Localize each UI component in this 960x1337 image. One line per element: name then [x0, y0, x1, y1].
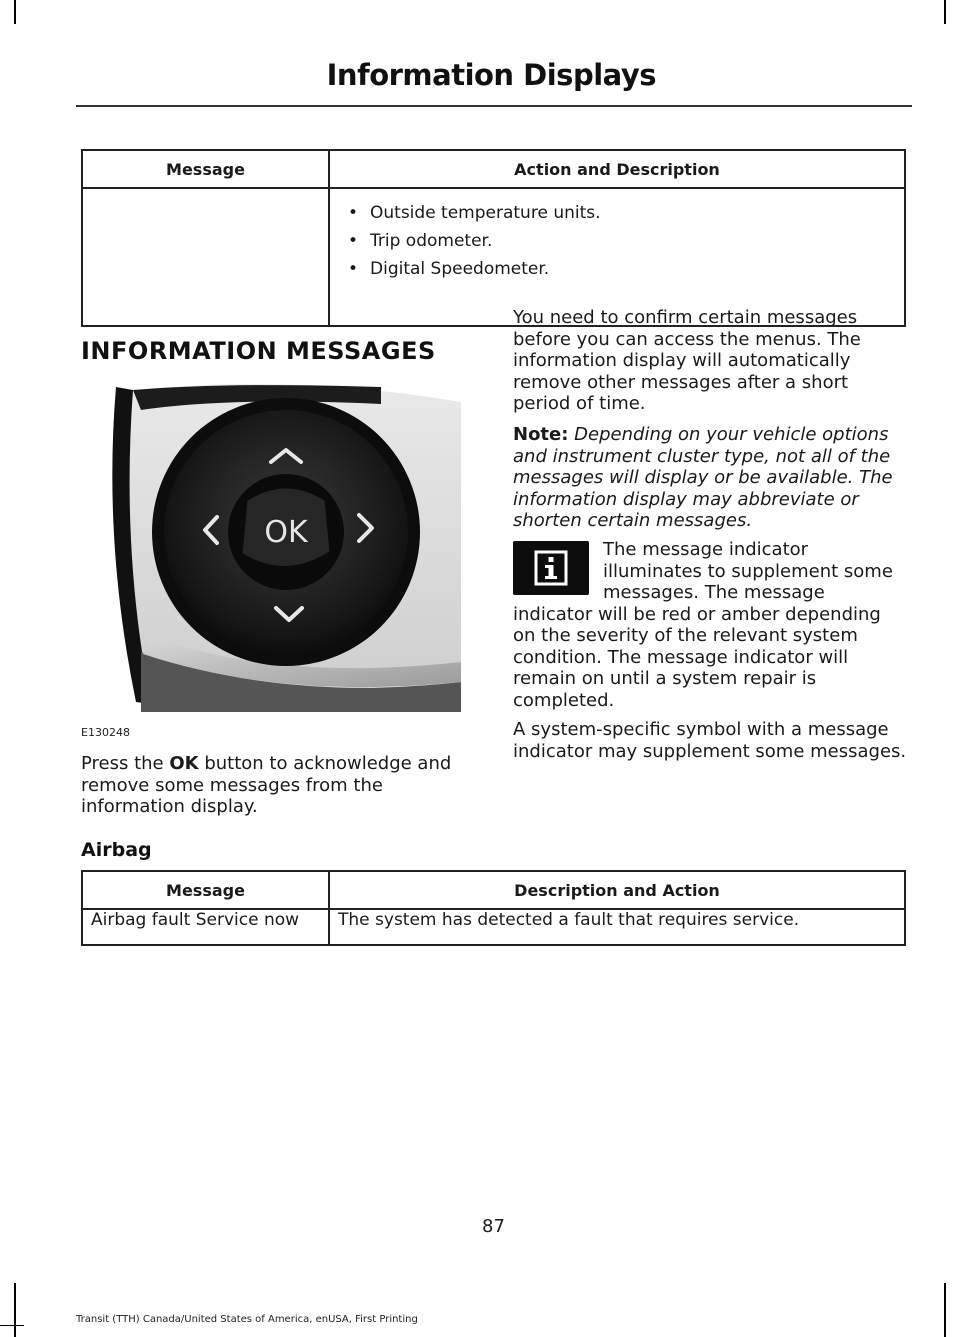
column-header-action: Description and Action — [329, 871, 905, 909]
crop-mark-top-right — [944, 0, 946, 24]
crop-mark-bottom-left-h — [0, 1325, 24, 1326]
table-row — [82, 188, 905, 326]
column-header-message: Message — [82, 150, 329, 188]
header-rule — [76, 105, 912, 107]
confirm-paragraph: You need to confirm certain messages before you can access the menus. The information display will automatically remove other messages after a short period of time. — [513, 307, 861, 414]
note-paragraph — [513, 424, 908, 532]
note-text: Depending on your vehicle options and instrument cluster type, not all of the messages will display or be available. The information display may abbreviate or shorten certain messages. — [513, 424, 893, 531]
list-item: • Trip odometer. — [340, 227, 894, 255]
column-header-action: Action and Description — [329, 150, 905, 188]
table-cell-message: Airbag fault Service now — [82, 909, 329, 945]
list-item: • Digital Speedometer. — [340, 255, 894, 283]
section-heading: INFORMATION MESSAGES — [81, 337, 436, 365]
table-cell-action: The system has detected a fault that requires service. — [329, 909, 905, 945]
indicator-paragraph — [513, 539, 908, 711]
page-title: Information Displays — [326, 58, 656, 92]
text-span: Press the — [81, 753, 170, 774]
ok-keyword: OK — [169, 753, 199, 774]
footer-text: Transit (TTH) Canada/United States of America, enUSA, First Printing — [76, 1314, 418, 1325]
table-cell-message — [82, 188, 329, 326]
airbag-table — [81, 870, 906, 946]
bullet-list — [340, 199, 894, 283]
table-header-row — [82, 871, 905, 909]
table-cell-action — [329, 188, 905, 326]
crop-mark-bottom-right — [944, 1283, 946, 1337]
table-header-row — [82, 150, 905, 188]
note-label: Note: — [513, 424, 569, 445]
airbag-heading: Airbag — [81, 839, 152, 861]
message-table — [81, 149, 906, 327]
column-header-message: Message — [82, 871, 329, 909]
symbol-paragraph: A system-specific symbol with a message indicator may supplement some messages. — [513, 719, 907, 762]
page-number: 87 — [482, 1216, 505, 1237]
list-item: • Outside temperature units. — [340, 199, 894, 227]
ok-button-label: OK — [264, 515, 308, 550]
crop-mark-top-left — [14, 0, 16, 24]
press-ok-paragraph — [81, 753, 481, 818]
message-indicator-icon — [513, 541, 589, 595]
figure-code: E130248 — [81, 726, 130, 739]
crop-mark-bottom-left — [14, 1283, 16, 1337]
table-row — [82, 909, 905, 945]
indicator-text: The message indicator illuminates to supplement some messages. The message indicator will be red or amber depending on the severity of the relevant system condition. The message indicator will remain on until a system repair is completed. — [513, 539, 893, 711]
text-span: button to acknowledge and remove some messages from the information display. — [81, 753, 452, 817]
steering-wheel-control-figure — [81, 382, 461, 712]
